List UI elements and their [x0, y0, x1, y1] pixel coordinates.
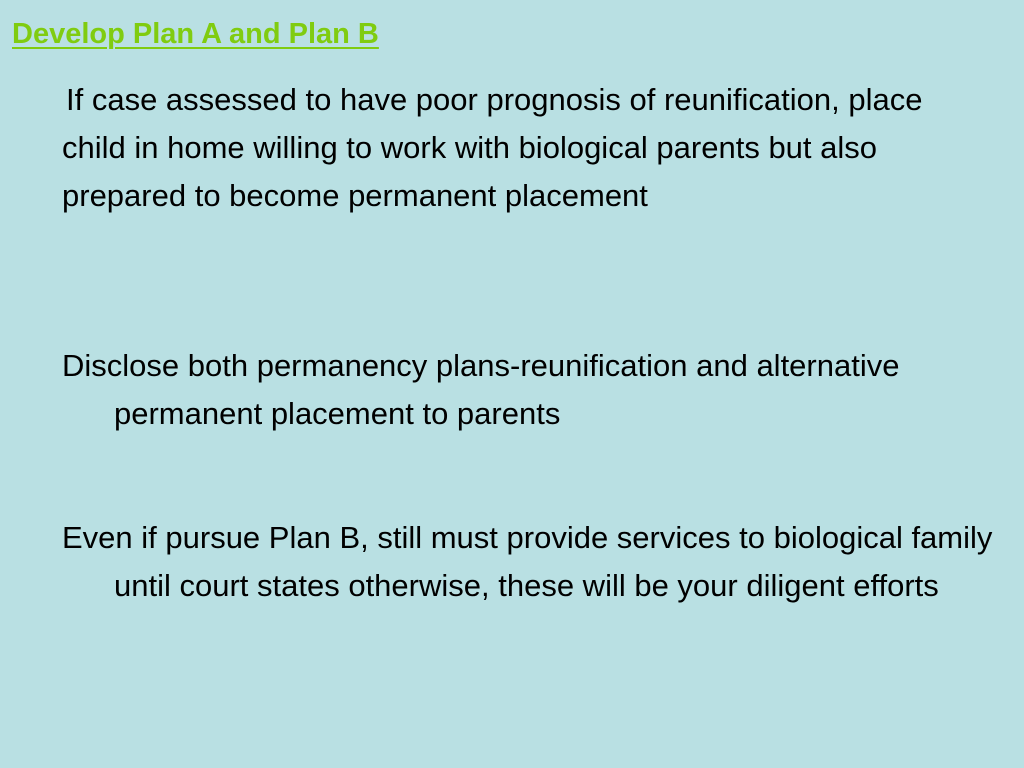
- paragraph-disclose-plans: Disclose both permanency plans-reunification and alternative permanent placement to parents: [62, 348, 900, 431]
- paragraph-diligent-efforts: Even if pursue Plan B, still must provide services to biological family until court states otherwise, these will be your diligent efforts: [62, 520, 993, 603]
- paragraph-plan-b-placement: If case assessed to have poor prognosis of reunification, place child in home willing to work with biological parents but also prepared to become permanent placement: [62, 82, 923, 213]
- slide-title: Develop Plan A and Plan B: [12, 18, 379, 50]
